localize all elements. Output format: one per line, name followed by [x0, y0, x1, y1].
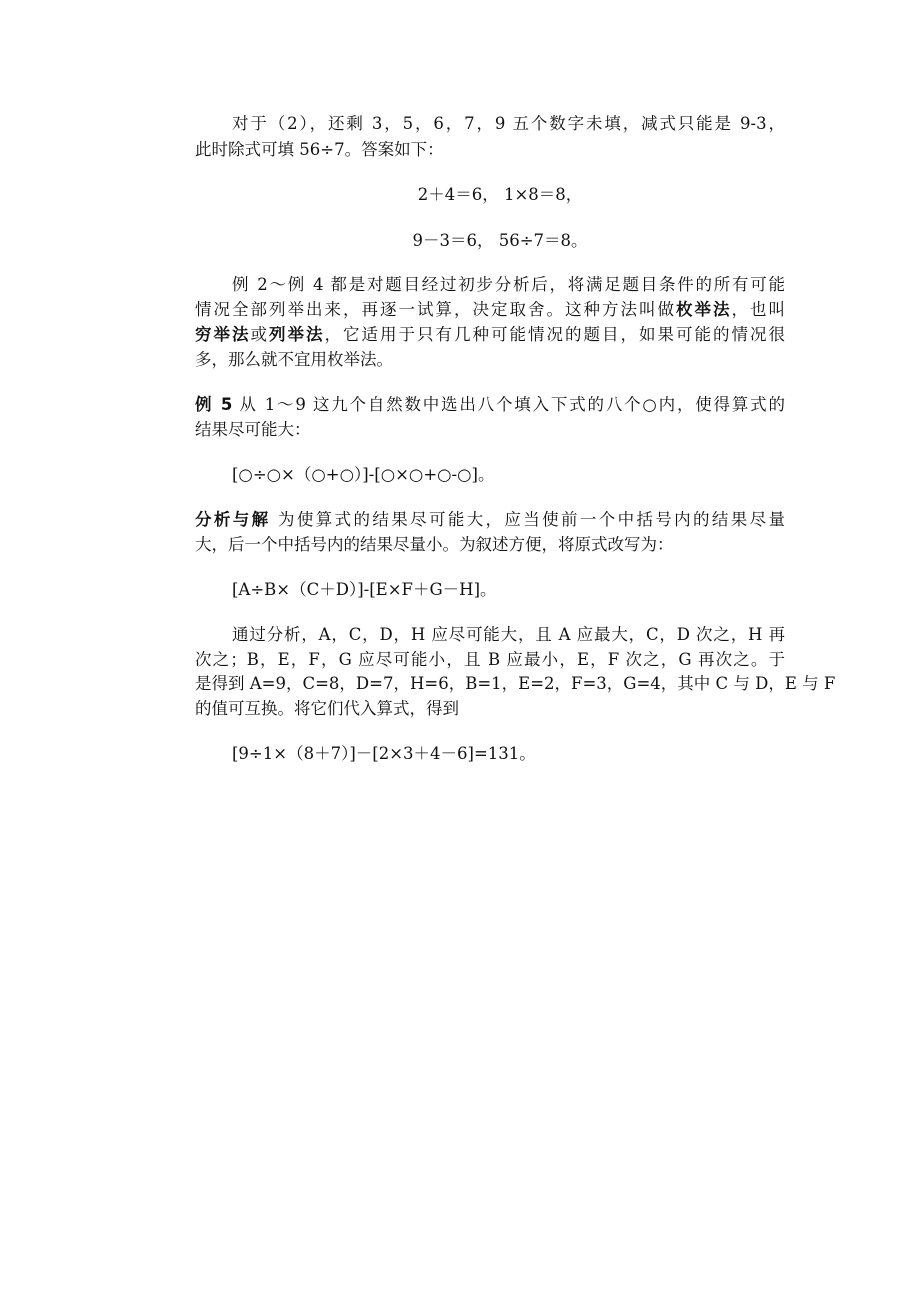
paragraph-line: 通过分析，A，C，D，H 应尽可能大，且 A 应最大，C，D 次之，H 再	[232, 625, 785, 644]
example-label: 例 5	[195, 395, 233, 414]
paragraph-line: 大，后一个中括号内的结果尽量小。为叙述方便，将原式改写为：	[195, 535, 674, 554]
paragraph-line: 例 2～例 4 都是对题目经过初步分析后，将满足题目条件的所有可能	[232, 275, 785, 294]
example-heading-line	[195, 393, 785, 417]
answer-equation: 2＋4＝6， 1×8＝8，	[417, 185, 583, 204]
term-listing: 列举法	[269, 325, 325, 344]
analysis-heading-line	[195, 508, 785, 532]
text-run: ，它适用于只有几种可能情况的题目，如果可能的情况很	[324, 325, 785, 344]
paragraph-line: 对于（2），还剩 3，5，6，7，9 五个数字未填，减式只能是 9-3，	[232, 114, 785, 133]
text-run: 或	[250, 325, 269, 344]
paragraph-line	[195, 298, 785, 322]
formula: [○÷○×（○+○）]-[○×○+○-○]。	[232, 465, 495, 484]
analysis-label: 分析与解	[195, 510, 271, 529]
formula: [A÷B×（C＋D）]-[E×F＋G－H]。	[232, 580, 497, 599]
paragraph-line: 此时除式可填 56÷7。答案如下：	[195, 140, 444, 159]
text-run: 为使算式的结果尽可能大，应当使前一个中括号内的结果尽量	[270, 510, 785, 529]
paragraph-line: 多，那么就不宜用枚举法。	[195, 350, 393, 369]
paragraph-line	[195, 323, 785, 347]
paragraph-line: 是得到 A=9，C=8，D=7，H=6，B=1，E=2，F=3，G=4，其中 C 与 D，E 与 F	[195, 674, 836, 693]
term-enumeration: 枚举法	[676, 300, 732, 319]
paragraph-line: 次之；B，E，F，G 应尽可能小，且 B 应最小，E，F 次之，G 再次之。于	[195, 650, 785, 669]
term-exhaustion: 穷举法	[195, 325, 251, 344]
text-run: 从 1～9 这九个自然数中选出八个填入下式的八个○内，使得算式的	[232, 395, 785, 414]
paragraph-line: 结果尽可能大：	[195, 420, 311, 439]
text-run: 情况全部列举出来，再逐一试算，决定取舍。这种方法叫做	[195, 300, 676, 319]
text-run: ，也叫	[731, 300, 785, 319]
paragraph-line: 的值可互换。将它们代入算式，得到	[195, 699, 459, 718]
answer-equation: 9－3＝6， 56÷7＝8。	[412, 231, 588, 250]
formula: [9÷1×（8＋7）]－[2×3＋4－6]=131。	[232, 744, 536, 763]
